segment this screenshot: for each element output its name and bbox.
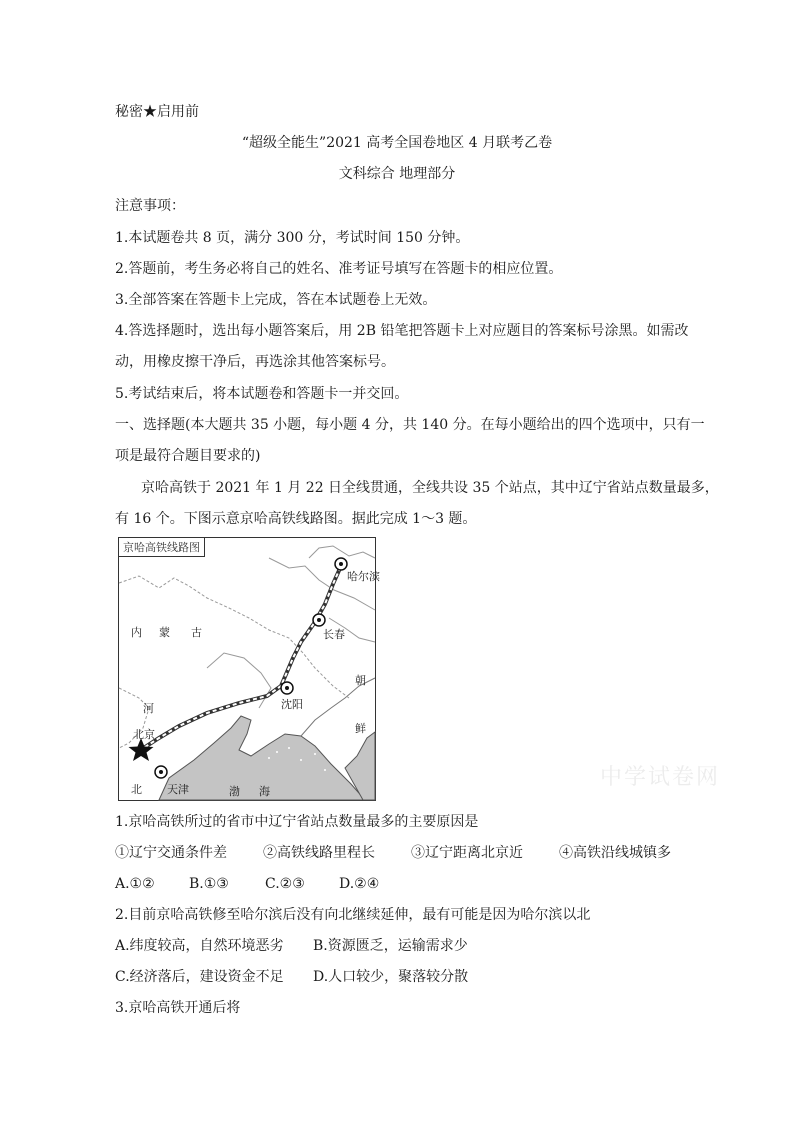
note-item: 5.考试结束后，将本试题卷和答题卡一并交回。 (115, 386, 409, 402)
question-2-stem: 2.目前京哈高铁修至哈尔滨后没有向北继续延伸，最有可能是因为哈尔滨以北 (115, 907, 591, 923)
station-harbin (335, 558, 347, 570)
option: A.纬度较高，自然环境恶劣 (115, 938, 284, 954)
map-title: 京哈高铁线路图 (119, 538, 205, 557)
label-shenyang: 沈阳 (281, 698, 303, 711)
section-heading-cont: 项是最符合题目要求的) (115, 448, 261, 464)
option: B.资源匮乏，运输需求少 (313, 938, 468, 954)
label-he: 河 (143, 702, 154, 715)
question-1-options (115, 874, 379, 894)
question-2-options (115, 967, 468, 987)
province-border (119, 576, 349, 698)
station-tianjin (155, 766, 167, 778)
label-gu: 古 (191, 626, 202, 639)
option: C.经济落后，建设资金不足 (115, 969, 284, 985)
label-nei: 内 (131, 626, 142, 639)
note-item: 3.全部答案在答题卡上完成，答在本试题卷上无效。 (115, 292, 437, 308)
label-hai: 海 (259, 785, 270, 798)
secret-label: 秘密★启用前 (115, 104, 199, 120)
option: C.②③ (265, 876, 305, 892)
notes-heading: 注意事项： (115, 198, 185, 214)
option: A.①② (115, 876, 155, 892)
note-item: 动，用橡皮擦干净后，再选涂其他答案标号。 (115, 354, 395, 370)
note-item: 4.答选择题时，选出每小题答案后，用 2B 铅笔把答题卡上对应题目的答案标号涂黑。如需改 (115, 323, 689, 339)
province-border (309, 546, 375, 558)
province-border (207, 653, 271, 708)
label-chao: 朝 (355, 674, 366, 687)
passage-cont: 有 16 个。下图示意京哈高铁线路图。据此完成 1～3 题。 (115, 511, 477, 527)
option: D.②④ (339, 876, 380, 892)
label-changchun: 长春 (323, 628, 345, 641)
province-border (269, 558, 375, 610)
label-beijing: 北京 (133, 728, 155, 741)
note-item: 1.本试题卷共 8 页，满分 300 分，考试时间 150 分钟。 (115, 230, 470, 246)
option: B.①③ (189, 876, 229, 892)
label-tianjin: 天津 (167, 783, 189, 796)
statement: ②高铁线路里程长 (263, 845, 375, 861)
label-xian: 鲜 (355, 722, 366, 735)
statement: ③辽宁距离北京近 (411, 845, 523, 861)
label-bo: 渤 (229, 785, 240, 798)
question-1-statements (115, 843, 671, 863)
section-heading: 一、选择题(本大题共 35 小题，每小题 4 分，共 140 分。在每小题给出的四个选项中，只有一 (115, 417, 705, 433)
watermark: 中学试卷网 (600, 765, 721, 790)
note-item: 2.答题前，考生务必将自己的姓名、准考证号填写在答题卡的相应位置。 (115, 261, 563, 277)
station-shenyang (281, 682, 293, 694)
statement: ④高铁沿线城镇多 (559, 845, 671, 861)
map-graphic (119, 538, 375, 800)
exam-title: “超级全能生”2021 高考全国卷地区 4 月联考乙卷 (241, 135, 553, 151)
question-2-options (115, 936, 468, 956)
option: D.人口较少，聚落较分散 (313, 969, 469, 985)
station-changchun (313, 614, 325, 626)
question-1-stem: 1.京哈高铁所过的省市中辽宁省站点数量最多的主要原因是 (115, 814, 479, 830)
label-bei: 北 (131, 783, 142, 796)
passage: 京哈高铁于 2021 年 1 月 22 日全线贯通，全线共设 35 个站点，其中辽宁省站点数量最多， (141, 480, 719, 496)
subject-title: 文科综合 地理部分 (338, 166, 456, 182)
question-3-stem: 3.京哈高铁开通后将 (115, 1000, 241, 1016)
railway-map (118, 537, 380, 801)
label-harbin: 哈尔滨 (347, 570, 380, 583)
label-meng: 蒙 (159, 626, 170, 639)
statement: ①辽宁交通条件差 (115, 845, 227, 861)
